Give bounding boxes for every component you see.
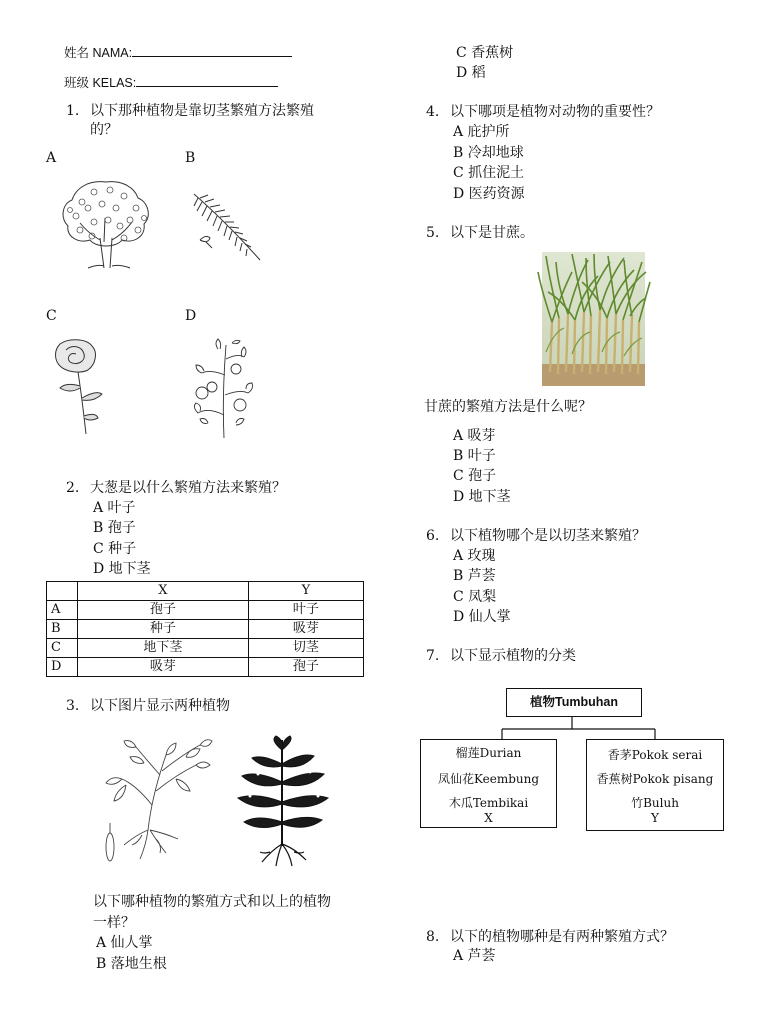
- classification-group-y: [586, 739, 724, 831]
- classification-root-label: 植物Tumbuhan: [530, 695, 618, 709]
- q3-option-d[interactable]: D 稻: [456, 65, 486, 81]
- q3-number: 3.: [66, 698, 80, 714]
- q5-option-a[interactable]: A 吸芽: [453, 428, 496, 444]
- table-cell: B: [47, 620, 78, 639]
- q2-number: 2.: [66, 480, 80, 496]
- table-cell: 孢子: [78, 601, 249, 620]
- q6-option-d[interactable]: D 仙人掌: [453, 609, 511, 625]
- q6-option-b[interactable]: B 芦荟: [453, 568, 496, 584]
- q5-number: 5.: [426, 225, 440, 241]
- table-cell: 种子: [78, 620, 249, 639]
- q2-option-d[interactable]: D 地下茎: [93, 561, 151, 577]
- q4-option-b[interactable]: B 冷却地球: [453, 145, 524, 161]
- table-header-cell: Y: [248, 582, 363, 601]
- q6-number: 6.: [426, 528, 440, 544]
- q8-text: 以下的植物哪种是有两种繁殖方式？: [450, 929, 674, 945]
- classification-root-box: [506, 688, 642, 717]
- q1-choice-b-letter[interactable]: B: [185, 150, 196, 166]
- q3-option-c[interactable]: C 香蕉树: [456, 45, 514, 61]
- q5-option-c[interactable]: C 孢子: [453, 468, 497, 484]
- q8-option-a[interactable]: A 芦荟: [453, 948, 496, 964]
- q4-option-c[interactable]: C 抓住泥土: [453, 165, 525, 181]
- q5-text: 以下是甘蔗。: [450, 225, 534, 241]
- q1-choice-a-letter[interactable]: A: [46, 150, 57, 166]
- table-cell: 切茎: [248, 639, 363, 658]
- q3-option-a[interactable]: A 仙人掌: [96, 935, 153, 951]
- q7-text: 以下显示植物的分类: [450, 648, 576, 664]
- q6-option-c[interactable]: C 凤梨: [453, 589, 497, 605]
- group-x-label: X: [484, 811, 493, 825]
- q2-option-c[interactable]: C 种子: [93, 541, 137, 557]
- q2-option-b[interactable]: B 孢子: [93, 520, 136, 536]
- group-x-item: 木瓜Tembikai: [448, 796, 529, 810]
- q1-choice-d-letter[interactable]: D: [185, 308, 197, 324]
- group-y-label: Y: [651, 811, 659, 825]
- table-cell: C: [47, 639, 78, 658]
- q6-text: 以下植物哪个是以切茎来繁殖？: [450, 528, 646, 544]
- q4-option-d[interactable]: D 医药资源: [453, 186, 525, 202]
- table-cell: 地下茎: [78, 639, 249, 658]
- q8-number: 8.: [426, 929, 440, 945]
- name-field-label: 姓名 NAMA:: [64, 43, 292, 61]
- table-cell: 吸芽: [248, 620, 363, 639]
- classification-group-x: [420, 739, 557, 828]
- q5-question: 甘蔗的繁殖方法是什么呢？: [424, 399, 592, 415]
- q5-option-b[interactable]: B 叶子: [453, 448, 496, 464]
- table-cell: 吸芽: [78, 658, 249, 677]
- group-y-item: 竹Buluh: [631, 796, 679, 810]
- group-y-item: 香蕉树Pokok pisang: [596, 772, 714, 786]
- table-header-cell: X: [78, 582, 249, 601]
- table-cell: D: [47, 658, 78, 677]
- q3-question-line1: 以下哪种植物的繁殖方式和以上的植物: [93, 894, 331, 910]
- group-x-item: 榴莲Durian: [455, 746, 522, 760]
- q6-option-a[interactable]: A 玫瑰: [453, 548, 496, 564]
- q3-option-b[interactable]: B 落地生根: [96, 956, 167, 972]
- q1-number: 1.: [66, 103, 80, 119]
- q1-text-line1: 以下那种植物是靠切茎繁殖方法繁殖: [90, 103, 314, 119]
- q2-text: 大葱是以什么繁殖方法来繁殖？: [90, 480, 286, 496]
- class-field-label: 班级 KELAS:: [64, 73, 278, 91]
- q1-text-line2: 的？: [90, 122, 118, 138]
- q2-option-a[interactable]: A 叶子: [93, 500, 136, 516]
- group-x-item: 凤仙花Keembung: [437, 772, 540, 786]
- q1-choice-c-letter[interactable]: C: [46, 308, 57, 324]
- q4-number: 4.: [426, 104, 440, 120]
- group-y-item: 香茅Pokok serai: [607, 748, 703, 762]
- q3-text: 以下图片显示两种植物: [90, 698, 230, 714]
- table-cell: 孢子: [248, 658, 363, 677]
- q7-number: 7.: [426, 648, 440, 664]
- q4-option-a[interactable]: A 庇护所: [453, 124, 510, 140]
- q5-option-d[interactable]: D 地下茎: [453, 489, 511, 505]
- table-cell: 叶子: [248, 601, 363, 620]
- table-cell: A: [47, 601, 78, 620]
- q4-text: 以下哪项是植物对动物的重要性？: [450, 104, 660, 120]
- q3-question-line2: 一样？: [93, 915, 135, 931]
